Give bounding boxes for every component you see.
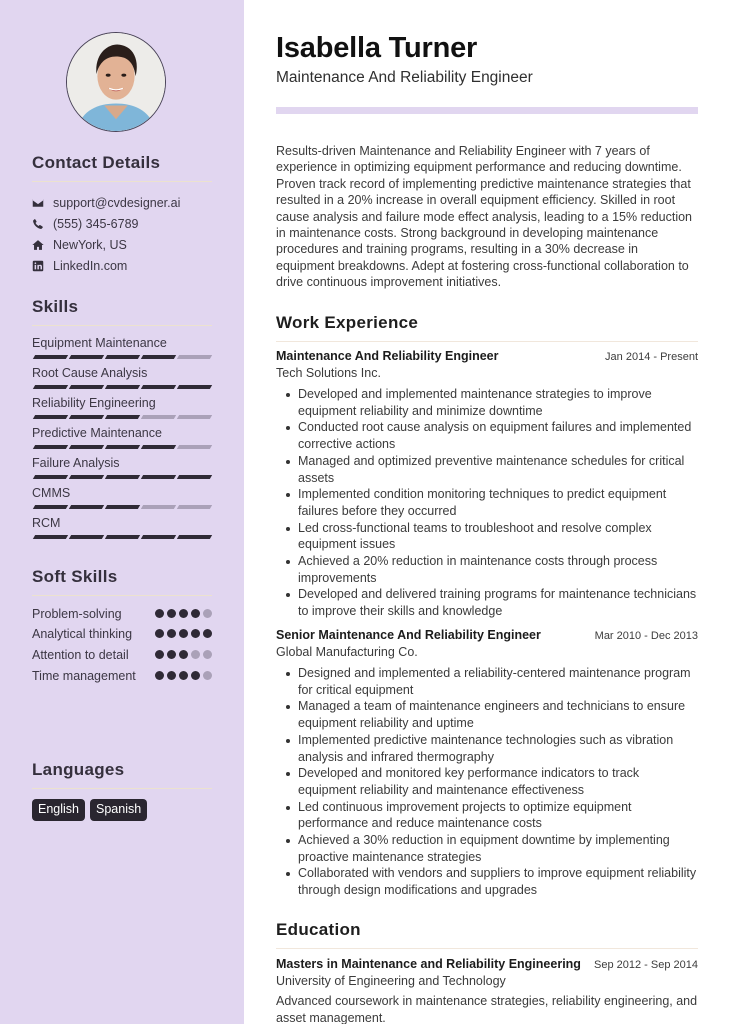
main-content (244, 0, 730, 1024)
skill-level-segment (141, 385, 176, 389)
skill-item (32, 426, 212, 456)
skill-level-segment (105, 415, 140, 419)
skill-level-segment (33, 475, 68, 479)
job-bullet: Led cross-functional teams to troubleshoot and resolve complex equipment issues (298, 520, 698, 553)
skill-level-segment (105, 505, 140, 509)
contact-phone-text: (555) 345-6789 (53, 216, 139, 231)
rating-dot-icon (203, 671, 212, 680)
skill-level-segment (105, 445, 140, 449)
skill-level-segment (141, 415, 176, 419)
header-accent-bar (276, 107, 698, 114)
job-bullets (276, 386, 698, 620)
skill-level-segment (69, 415, 104, 419)
skill-level-segment (141, 535, 176, 539)
candidate-title: Maintenance And Reliability Engineer (276, 69, 533, 86)
job-bullet: Designed and implemented a reliability-centered maintenance program for critical equipment (298, 665, 698, 698)
skill-level-segment (33, 355, 68, 359)
work-experience-title: Work Experience (276, 313, 698, 342)
skill-name: RCM (32, 516, 61, 530)
contact-location (32, 234, 212, 255)
skill-level-segment (177, 355, 212, 359)
languages-section (32, 760, 212, 821)
skill-level-segment (141, 355, 176, 359)
skill-level-segment (105, 535, 140, 539)
skill-level-segment (105, 475, 140, 479)
job-bullet: Developed and delivered training programs for maintenance technicians to improve their skills and knowledge (298, 587, 697, 619)
linkedin-icon (32, 260, 44, 272)
soft-skill-rating (155, 668, 212, 684)
skill-item (32, 516, 212, 546)
rating-dot-icon (179, 609, 188, 618)
skill-level-bar (32, 445, 212, 449)
skill-name: Reliability Engineering (32, 396, 156, 410)
skill-level-bar (32, 385, 212, 389)
job-bullet: Conducted root cause analysis on equipment failures and implemented corrective actions (298, 419, 698, 452)
rating-dot-icon (179, 650, 188, 659)
soft-skill-item (32, 626, 212, 642)
rating-dot-icon (155, 629, 164, 638)
contact-location-text: NewYork, US (53, 237, 127, 252)
job-bullet: Managed a team of maintenance engineers and technicians to ensure equipment reliability and uptime (298, 698, 698, 731)
skill-level-segment (69, 505, 104, 509)
languages-list (32, 799, 212, 821)
contact-linkedin-text: LinkedIn.com (53, 258, 128, 273)
job-bullet: Implemented condition monitoring techniques to predict equipment failures before they occurred (298, 486, 698, 519)
skill-item (32, 396, 212, 426)
profile-photo-icon (67, 33, 165, 131)
rating-dot-icon (155, 609, 164, 618)
skill-level-segment (69, 355, 104, 359)
phone-icon (32, 218, 44, 230)
rating-dot-icon (155, 671, 164, 680)
job-title: Senior Maintenance And Reliability Engineer (276, 628, 541, 642)
job-date: Mar 2010 - Dec 2013 (594, 630, 698, 642)
sidebar (0, 0, 244, 1024)
job-bullet: Developed and implemented maintenance strategies to improve equipment reliability and minimize downtime (298, 386, 698, 419)
skill-level-segment (177, 445, 212, 449)
rating-dot-icon (191, 609, 200, 618)
contact-email-text: support@cvdesigner.ai (53, 195, 181, 210)
rating-dot-icon (203, 629, 212, 638)
skill-name: Equipment Maintenance (32, 336, 167, 350)
skill-level-segment (33, 415, 68, 419)
education-title: Education (276, 920, 698, 949)
school-name: University of Engineering and Technology (276, 974, 506, 988)
skill-item (32, 336, 212, 366)
rating-dot-icon (191, 629, 200, 638)
contact-phone[interactable] (32, 213, 212, 234)
rating-dot-icon (191, 650, 200, 659)
job-entry (276, 628, 698, 899)
job-bullet: Achieved a 20% reduction in maintenance costs through process improvements (298, 553, 698, 586)
skill-level-segment (177, 475, 212, 479)
rating-dot-icon (203, 609, 212, 618)
job-bullet: Developed and monitored key performance indicators to track equipment reliability and maintenance effectiveness (298, 765, 698, 798)
skill-level-segment (69, 475, 104, 479)
soft-skill-name: Time management (32, 669, 136, 683)
contact-email[interactable] (32, 192, 212, 213)
skill-level-segment (33, 535, 68, 539)
job-bullet: Achieved a 30% reduction in equipment downtime by implementing proactive maintenance strategies (298, 832, 698, 865)
rating-dot-icon (167, 629, 176, 638)
skill-level-segment (33, 445, 68, 449)
soft-skills-section (32, 567, 212, 689)
language-pill: English (32, 799, 85, 821)
skill-level-segment (33, 505, 68, 509)
contact-title: Contact Details (32, 153, 212, 182)
contact-linkedin[interactable] (32, 255, 212, 276)
job-bullet: Collaborated with vendors and suppliers to improve equipment reliability through design modifications and upgrades (298, 866, 697, 898)
skill-level-bar (32, 505, 212, 509)
job-date: Jan 2014 - Present (605, 351, 698, 363)
job-title: Maintenance And Reliability Engineer (276, 349, 499, 363)
rating-dot-icon (167, 671, 176, 680)
rating-dot-icon (191, 671, 200, 680)
skill-level-segment (141, 445, 176, 449)
rating-dot-icon (155, 650, 164, 659)
soft-skill-item (32, 606, 212, 622)
skills-section (32, 297, 212, 546)
envelope-icon (32, 197, 44, 209)
soft-skills-list (32, 606, 212, 684)
skill-item (32, 486, 212, 516)
skill-level-segment (177, 535, 212, 539)
skills-list (32, 336, 212, 546)
skill-level-bar (32, 475, 212, 479)
skill-name: Failure Analysis (32, 456, 120, 470)
job-entry (276, 349, 698, 620)
soft-skill-item (32, 647, 212, 663)
skill-level-bar (32, 535, 212, 539)
soft-skill-rating (155, 606, 212, 622)
languages-title: Languages (32, 760, 212, 789)
job-company: Global Manufacturing Co. (276, 645, 418, 659)
soft-skill-name: Problem-solving (32, 607, 122, 621)
education-entry (276, 957, 698, 1024)
job-bullets (276, 665, 698, 899)
job-bullet: Led continuous improvement projects to optimize equipment performance and reduce maintenance costs (298, 799, 698, 832)
home-icon (32, 239, 44, 251)
skill-name: Root Cause Analysis (32, 366, 148, 380)
soft-skill-name: Attention to detail (32, 648, 129, 662)
rating-dot-icon (203, 650, 212, 659)
rating-dot-icon (179, 629, 188, 638)
skill-level-segment (69, 385, 104, 389)
skill-level-bar (32, 355, 212, 359)
rating-dot-icon (167, 650, 176, 659)
candidate-name: Isabella Turner (276, 32, 478, 64)
skill-level-segment (105, 385, 140, 389)
skill-level-segment (69, 535, 104, 539)
skill-item (32, 456, 212, 486)
soft-skills-title: Soft Skills (32, 567, 212, 596)
rating-dot-icon (179, 671, 188, 680)
job-bullet: Managed and optimized preventive maintenance schedules for critical assets (298, 453, 698, 486)
skill-level-segment (177, 385, 212, 389)
soft-skill-name: Analytical thinking (32, 627, 133, 641)
education-date: Sep 2012 - Sep 2014 (594, 959, 698, 971)
skill-level-segment (141, 475, 176, 479)
contact-section (32, 153, 212, 276)
degree-title: Masters in Maintenance and Reliability Engineering (276, 957, 581, 971)
soft-skill-rating (155, 647, 212, 663)
skill-name: CMMS (32, 486, 71, 500)
skill-name: Predictive Maintenance (32, 426, 162, 440)
education-description: Advanced coursework in maintenance strategies, reliability engineering, and asset management. (276, 994, 698, 1024)
rating-dot-icon (167, 609, 176, 618)
skill-item (32, 366, 212, 396)
skills-title: Skills (32, 297, 212, 326)
skill-level-segment (141, 505, 176, 509)
avatar (66, 32, 166, 132)
job-company: Tech Solutions Inc. (276, 366, 381, 380)
soft-skill-item (32, 668, 212, 684)
job-bullet: Implemented predictive maintenance technologies such as vibration analysis and infrared thermography (298, 732, 698, 765)
skill-level-segment (69, 445, 104, 449)
language-pill: Spanish (90, 799, 147, 821)
soft-skill-rating (155, 626, 212, 642)
skill-level-segment (177, 415, 212, 419)
skill-level-bar (32, 415, 212, 419)
skill-level-segment (177, 505, 212, 509)
skill-level-segment (105, 355, 140, 359)
summary-text: Results-driven Maintenance and Reliability Engineer with 7 years of experience in optimizing equipment performance and reducing downtime. Proven track record of implementing predictive maintenance strategies that resulted in a 20% increase in overall equipment efficiency. Skilled in root cause analysis and failure mode effect analysis, leading to a 15% reduction in maintenance costs. Strong background in developing maintenance procedures and training programs, resulting in a 30% decrease in equipment breakdowns. Adept at fostering cross-functional collaboration to drive continuous improvement initiatives. (276, 144, 692, 290)
skill-level-segment (33, 385, 68, 389)
